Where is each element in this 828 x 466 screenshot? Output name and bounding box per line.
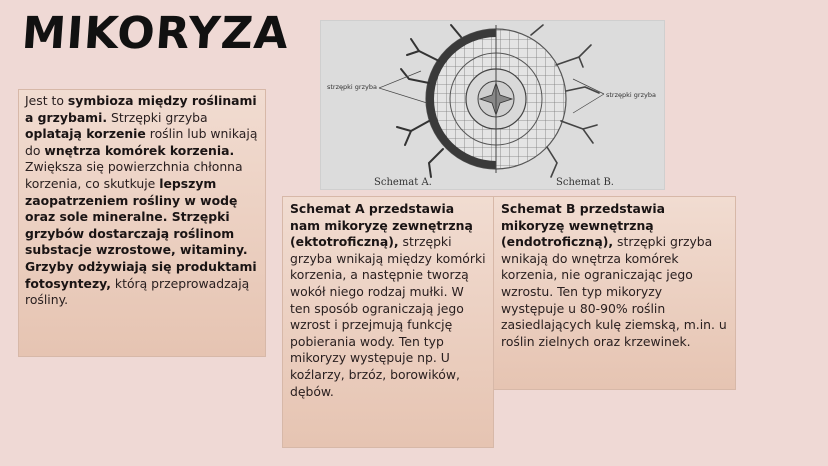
caption-schemat-b: Schemat B. (556, 177, 614, 188)
schemat-a-box (282, 196, 494, 448)
hyphae-label-left: strzępki grzyba (327, 83, 377, 91)
schemat-b-box (493, 196, 736, 390)
intro-bold-4: lepszym zaopatrzeniem rośliny w wodę oraz sole mineralne. Strzępki grzybów dostarczają roślinom substacje wzrostowe, witaminy. Grzyby odżywiają się produktami fotosyntezy, (25, 175, 257, 291)
intro-text-box (18, 89, 266, 357)
schemat-a-body: strzępki grzyba wnikają między komórki korzenia, a następnie tworzą wokół niego rodzaj mułki. W ten sposób ograniczają jego wzrost i przejmują funkcję pobierania wody. Ten typ mikoryzy występuje np. U koźlarzy, brzóz, borowików, dębów. (290, 234, 486, 399)
intro-text-4: Zwiększa się powierzchnia chłonna korzenia, co skutkuje (25, 159, 243, 191)
intro-text-5: którą przeprowadzają rośliny. (25, 275, 250, 308)
schemat-a-heading: Schemat A przedstawia nam mikoryzę zewnętrzną (ektotroficzną), (290, 201, 473, 250)
schemat-b-body: strzępki grzyba wnikają do wnętrza komórek korzenia, nie ograniczając jego wzrostu. Ten typ mikoryzy występuje u 80-90% roślin zasiedlających kulę ziemską, m.in. u roślin zielnych oraz krzewinek. (501, 234, 727, 349)
schemat-b-paragraph (501, 201, 728, 350)
schemat-a-paragraph (290, 201, 486, 400)
hyphae-label-right: strzępki grzyba (606, 91, 656, 99)
intro-text-1: Jest to (25, 93, 68, 108)
intro-bold-2: oplatają korzenie (25, 126, 146, 142)
schemat-b-heading: Schemat B przedstawia mikoryzę wewnętrzną (endotroficzną), (501, 201, 665, 250)
root-cross-section-illustration (321, 21, 665, 190)
caption-schemat-a: Schemat A. (374, 177, 432, 188)
intro-paragraph (25, 93, 259, 309)
mycorrhiza-diagram (320, 20, 665, 190)
page-title: MIKORYZA (20, 8, 291, 59)
intro-bold-3: wnętrza komórek korzenia. (44, 142, 235, 158)
intro-bold-1: symbioza między roślinami a grzybami. (25, 93, 257, 125)
intro-text-3: roślin lub wnikają do (25, 126, 258, 158)
intro-text-2: Strzępki grzyba (107, 109, 208, 125)
